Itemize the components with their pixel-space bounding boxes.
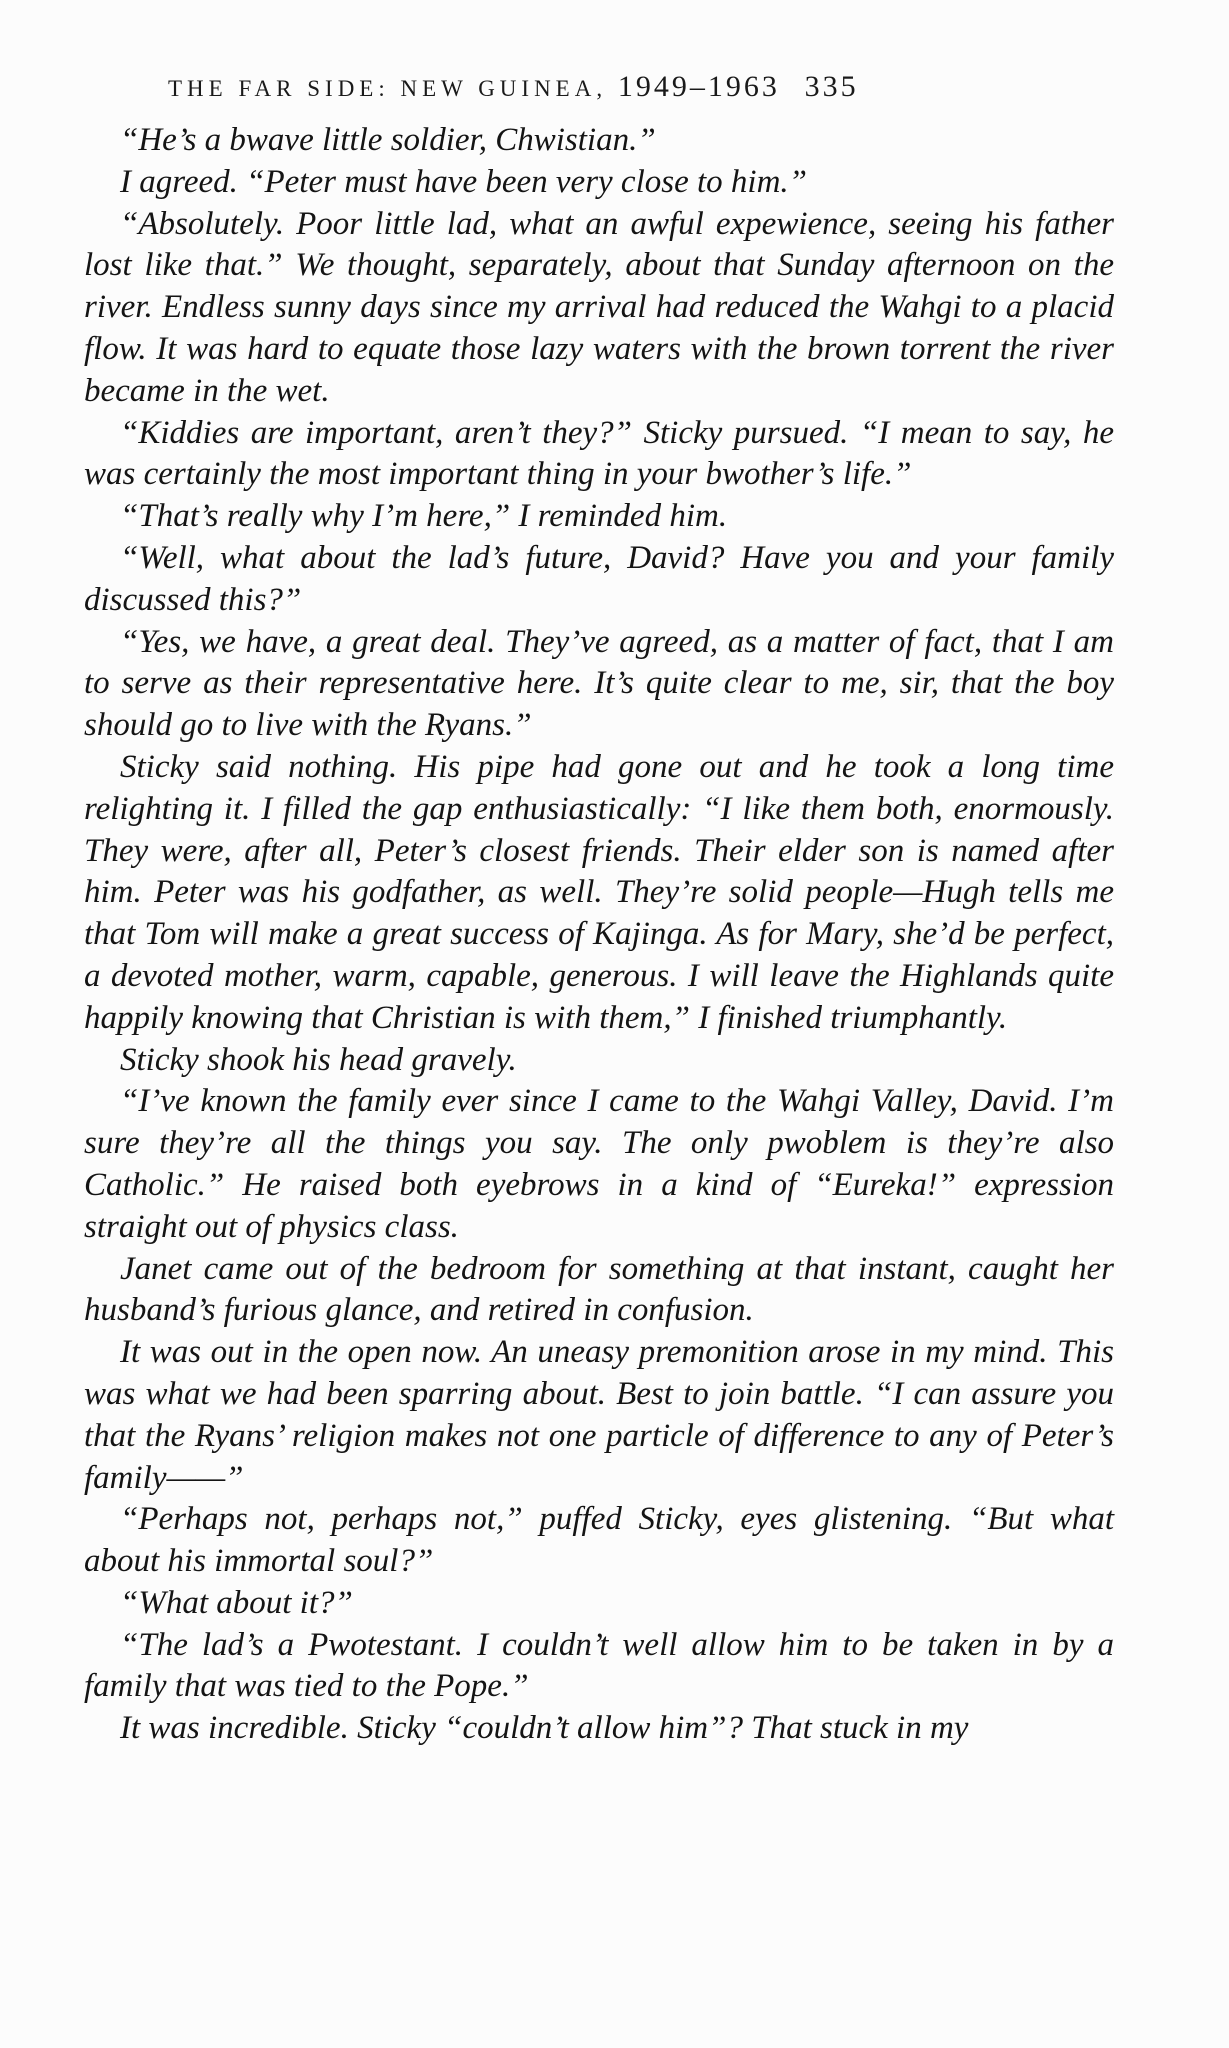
paragraph: “The lad’s a Pwotestant. I couldn’t well allow him to be taken in by a family that was tied to the Pope.” xyxy=(84,1626,1114,1705)
paragraph: Sticky shook his head gravely. xyxy=(120,1041,517,1078)
paragraph: “Absolutely. Poor little lad, what an awful expewience, seeing his father lost like that.” We thought, separately, about that Sunday afternoon on the river. Endless sunny days since my arrival had reduced the Wahgi to a placid flow. It was hard to equate those lazy waters with the brown torrent the river became in the wet. xyxy=(84,205,1114,409)
paragraph: Janet came out of the bedroom for something at that instant, caught her husband’s furious glance, and retired in confusion. xyxy=(84,1250,1114,1329)
paragraph: “Perhaps not, perhaps not,” puffed Sticky, eyes glistening. “But what about his immortal soul?” xyxy=(84,1501,1114,1580)
running-head xyxy=(168,70,1028,104)
paragraph: Sticky said nothing. His pipe had gone out and he took a long time relighting it. I filled the gap enthusiastically: “I like them both, enormously. They were, after all, Peter’s closest friends. Their elder son is named after him. Peter was his godfather, as well. They’re solid people—Hugh tells me that Tom will make a great success of Kajinga. As for Mary, she’d be perfect, a devoted mother, warm, capable, generous. I will leave the Highlands quite happily knowing that Christian is with them,” I finished triumphantly. xyxy=(84,748,1114,1036)
paragraph: It was out in the open now. An uneasy premonition arose in my mind. This was what we had been sparring about. Best to join battle. “I can assure you that the Ryans’ religion makes not one particle of difference to any of Peter’s family——” xyxy=(84,1334,1114,1496)
paragraph: “Kiddies are important, aren’t they?” Sticky pursued. “I mean to say, he was certainly the most important thing in your bwother’s life.” xyxy=(84,414,1114,493)
paragraph: “That’s really why I’m here,” I reminded him. xyxy=(120,498,728,535)
running-head-years: 1949–1963 xyxy=(617,70,780,103)
paragraph: “What about it?” xyxy=(120,1584,353,1621)
paragraph: “Yes, we have, a great deal. They’ve agreed, as a matter of fact, that I am to serve as their representative here. It’s quite clear to me, sir, that the boy should go to live with the Ryans.” xyxy=(84,623,1114,744)
page-number: 335 xyxy=(804,70,859,103)
running-head-title: THE FAR SIDE: NEW GUINEA, xyxy=(168,76,608,101)
body-text xyxy=(84,120,1114,1750)
paragraph: I agreed. “Peter must have been very close to him.” xyxy=(120,163,808,200)
paragraph: “Well, what about the lad’s future, David? Have you and your family discussed this?” xyxy=(84,539,1114,618)
paragraph: “I’ve known the family ever since I came to the Wahgi Valley, David. I’m sure they’re all the things you say. The only pwoblem is they’re also Catholic.” He raised both eyebrows in a kind of “Eureka!” expression straight out of physics class. xyxy=(84,1083,1114,1245)
paragraph: It was incredible. Sticky “couldn’t allow him”? That stuck in my xyxy=(120,1710,969,1747)
paragraph: “He’s a bwave little soldier, Chwistian.” xyxy=(120,122,656,158)
